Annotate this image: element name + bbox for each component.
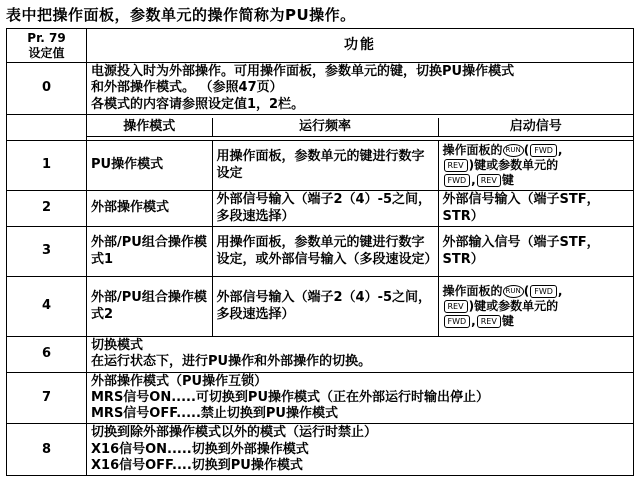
mode-cell: 外部操作模式 <box>87 191 212 226</box>
freq-cell: 外部信号输入（端子2（4）-5之间，多段速选择） <box>212 191 438 226</box>
table-row <box>7 277 634 337</box>
table-row <box>7 191 634 227</box>
rev-key-icon: REV <box>477 174 501 187</box>
freq-cell: 外部信号输入（端子2（4）-5之间，多段速选择） <box>212 277 438 336</box>
fwd-key-icon: FWD <box>530 144 557 157</box>
table-row <box>7 337 634 373</box>
rev-key-icon: REV <box>444 159 468 172</box>
function-text <box>87 424 634 476</box>
header-setting <box>7 29 87 63</box>
function-text <box>87 337 634 373</box>
text-line: 切换模式 <box>91 338 144 353</box>
setting-value: 8 <box>7 424 87 476</box>
run-key-icon: RUN <box>503 285 524 298</box>
freq-cell: 用操作面板，参数单元的键进行数字设定，或外部信号输入（多段速设定） <box>212 227 438 276</box>
rev-key-icon: REV <box>477 315 501 328</box>
start-cell: 外部信号输入（端子STF，STR） <box>438 191 633 226</box>
function-text <box>87 372 634 424</box>
table-row <box>7 63 634 115</box>
setting-value: 0 <box>7 63 87 115</box>
sub-header-freq: 运行频率 <box>212 118 438 137</box>
sub-header-mode: 操作模式 <box>87 118 212 137</box>
pr79-table <box>6 28 634 476</box>
text-line: 在运行状态下，进行PU操作和外部操作的切换。 <box>91 354 372 370</box>
fwd-key-icon: FWD <box>444 174 471 187</box>
mode-cell: 外部/PU组合操作模式1 <box>87 227 212 276</box>
setting-value: 4 <box>7 277 87 337</box>
table-row <box>7 227 634 277</box>
header-function: 功能 <box>87 29 634 63</box>
table-row <box>7 114 634 140</box>
text-line: X16信号ON.....切换到外部操作模式 <box>91 441 309 457</box>
start-cell: 外部输入信号（端子STF，STR） <box>438 227 633 276</box>
mode-cell: PU操作模式 <box>87 141 212 190</box>
freq-cell: 用操作面板，参数单元的键进行数字设定 <box>212 141 438 190</box>
text-line: MRS信号ON.....可切换到PU操作模式（正在外部运行时输出停止） <box>91 389 490 405</box>
text-line: MRS信号OFF.....禁止切换到PU操作模式 <box>91 406 338 421</box>
setting-value: 1 <box>7 141 87 191</box>
rev-key-icon: REV <box>444 300 468 313</box>
start-cell: 操作面板的 RUN ( FWD , REV )键或参数单元的 FWD , REV 键 <box>438 141 633 190</box>
mode-cell: 外部/PU组合操作模式2 <box>87 277 212 336</box>
caption: 表中把操作面板，参数单元的操作简称为PU操作。 <box>6 6 356 24</box>
setting-value: 3 <box>7 227 87 277</box>
mode-subtable <box>87 118 633 137</box>
table-row <box>7 372 634 424</box>
fwd-key-icon: FWD <box>444 315 471 328</box>
text-line: 外部操作模式（PU操作互锁） <box>91 373 268 389</box>
sub-header-start: 启动信号 <box>438 118 633 137</box>
function-text <box>87 63 634 115</box>
table-row <box>7 141 634 191</box>
start-cell: 操作面板的 RUN ( FWD , REV )键或参数单元的 FWD , REV 键 <box>438 277 633 336</box>
text-line: 各模式的内容请参照设定值1，2栏。 <box>91 96 305 112</box>
text-line: X16信号OFF....切换到PU操作模式 <box>91 457 303 473</box>
run-key-icon: RUN <box>503 144 524 157</box>
table-row <box>7 424 634 476</box>
header-set-label: 设定值 <box>28 45 65 60</box>
text-line: 和外部操作模式。 （参照47页） <box>91 80 283 96</box>
header-pr-label: Pr. 79 <box>27 30 66 45</box>
setting-value: 6 <box>7 337 87 373</box>
setting-value: 2 <box>7 191 87 227</box>
setting-value: 7 <box>7 372 87 424</box>
text-line: 切换到除外部操作模式以外的模式（运行时禁止） <box>91 425 378 441</box>
fwd-key-icon: FWD <box>530 285 557 298</box>
header-row <box>7 29 634 63</box>
text-line: 电源投入时为外部操作。可用操作面板，参数单元的键，切换PU操作模式 <box>91 64 515 79</box>
